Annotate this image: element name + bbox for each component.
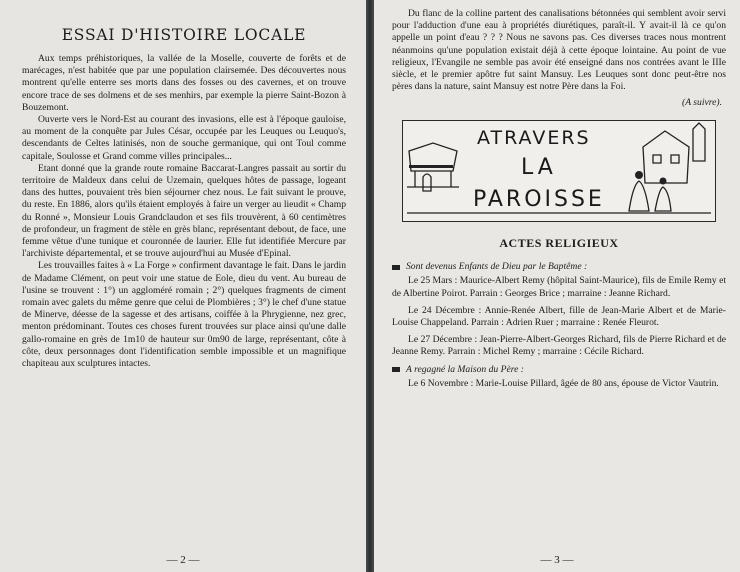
banner-word-2: LA	[521, 155, 557, 181]
baptism-entry: Le 24 Décembre : Annie-Renée Albert, fille de Jean-Marie Albert et de Marie-Louise Chappeland. Parrain : Adrien Ruer ; marraine : Renée Fleurot.	[392, 304, 726, 329]
section-title: ACTES RELIGIEUX	[499, 236, 619, 251]
paragraph: Les trouvailles faites à « La Forge » confirment davantage le fait. Dans le jardin de Madame Clément, on peut voir une statue de Eole, dieu du vent. Au bureau de l'usine se trouvent : 1°) un aggloméré romain ; 2°) quelques fragments de ciment romain avec galets du même genre que celui de Plombières ; 3°) le chef d'une statue de Minerve, déesse de la sagesse et des artisans, coiffée à la Phrygienne, nez grec, menton prédominant. Toutes ces choses furent trouvées sur place ainsi qu'une dalle gallo-romaine en grès de 1m10 de hauteur sur 0m90 de large, représentant, côte à côte, deux personnages dont l'identification semble impossible et un magnifique chapiteau aux sculptures intactes.	[22, 260, 346, 370]
page-number: — 2 —	[166, 554, 200, 566]
bullet-marker-icon	[392, 265, 400, 270]
book-gutter	[366, 0, 374, 572]
paragraph: Ouverte vers le Nord-Est au courant des invasions, elle est à l'époque gauloise, au moment de la conquête par Jules César, occupée par les Leuques ou Leuquo's, descendants de Celtes latinisés, non de souche germanique, qui ont Toul comme capitale, Soulosse et Grand comme villes principales...	[22, 114, 346, 162]
paragraph: Du flanc de la colline partent des canalisations bétonnées qui semblent avoir servi pour l'adduction d'une eau à propriétés diurétiques, paraît-il. Y avait-il là ce qu'on appelle un point d'eau ? ? ? Nous ne savons pas. Ces diverses traces nous montrent néanmoins qu'une population existait déjà à cette époque lointaine. Au point de vue religieux, l'Evangile ne semble pas avoir été enseigné dans nos contrées avant le IIIe siècle, et le premier apôtre fut saint Mansuy. Les Leuques sont donc peut-être nos pères dans la nature, saint Mansuy est notre Père dans la Foi.	[392, 8, 726, 93]
paragraph: Etant donné que la grande route romaine Baccarat-Langres passait au sortir du territoire de Maldeux dans celui de Uzemain, quelques hôtes de passage, logeant dans des huttes, pouvaient très bien séjourner chez nous. Le fait suivant le prouve, du reste. En 1886, alors qu'ils étaient employés à faire un verger au lieudit « Champ du Ronné », Monsieur Louis Grandclaudon et ses fils trouvèrent, à 60 centimètres de profondeur, un fragment de stèle en grès blanc, représentant debout, de face, une femme vêtue d'une tunique et couronnée de laurier. Elle fut identifiée Mercure par l'archiviste départemental, et se trouve aujourd'hui au Musée d'Epinal.	[22, 162, 346, 260]
parish-banner	[402, 120, 716, 222]
baptism-entry: Le 25 Mars : Maurice-Albert Remy (hôpital Saint-Maurice), fils de Emile Remy et de Albertine Poirot. Parrain : Georges Brice ; marraine : Jeanne Richard.	[392, 275, 726, 299]
banner-word-1: ATRAVERS	[477, 127, 591, 150]
death-entry: Le 6 Novembre : Marie-Louise Pillard, âgée de 80 ans, épouse de Victor Vautrin.	[408, 377, 719, 389]
continuation-note: (A suivre).	[682, 97, 722, 109]
banner-word-3: PAROISSE	[473, 187, 605, 213]
page-number: — 3 —	[540, 554, 574, 566]
right-page	[374, 0, 740, 572]
baptism-heading: Sont devenus Enfants de Dieu par le Baptême :	[392, 261, 726, 272]
deaths-heading: A regagné la Maison du Père :	[392, 364, 726, 375]
page-title: ESSAI D'HISTOIRE LOCALE	[61, 26, 307, 44]
baptism-entry: Le 27 Décembre : Jean-Pierre-Albert-Georges Richard, fils de Pierre Richard et de Jeanne Remy. Parrain : Michel Remy ; marraine : Cécile Richard.	[392, 334, 726, 358]
bullet-marker-icon	[392, 367, 400, 372]
left-page	[0, 0, 366, 572]
paragraph: Aux temps préhistoriques, la vallée de la Moselle, couverte de forêts et de marécages, n'est habitée que par une population clairsemée. Des découvertes nous montrent qu'elle enterre ses morts dans des fosses ou des cavernes, et on trouve encore trace de ses dolmens et de ses menhirs, par exemple la pierre Saint-Bozon à Bouzemont.	[22, 53, 346, 113]
